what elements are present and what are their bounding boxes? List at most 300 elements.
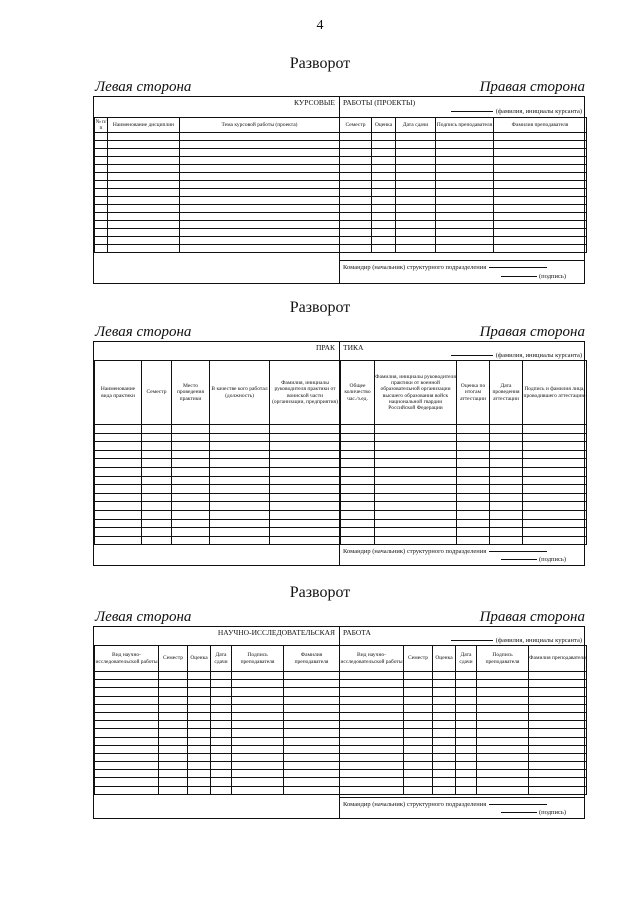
table-cell[interactable] (95, 133, 108, 141)
table-cell[interactable] (404, 688, 433, 696)
table-cell[interactable] (142, 536, 172, 545)
table-cell[interactable] (340, 229, 372, 237)
table-cell[interactable] (270, 519, 341, 528)
table-cell[interactable] (188, 729, 211, 737)
table-cell[interactable] (433, 770, 456, 778)
table-cell[interactable] (529, 737, 587, 745)
table-cell[interactable] (457, 467, 490, 476)
table-cell[interactable] (211, 786, 232, 794)
table-cell[interactable] (375, 485, 457, 494)
table-cell[interactable] (172, 425, 210, 434)
table-cell[interactable] (523, 493, 587, 502)
table-cell[interactable] (372, 165, 396, 173)
table-cell[interactable] (477, 688, 529, 696)
table-cell[interactable] (372, 237, 396, 245)
table-cell[interactable] (341, 459, 375, 468)
table-cell[interactable] (477, 745, 529, 753)
table-cell[interactable] (95, 245, 108, 253)
table-cell[interactable] (180, 141, 340, 149)
table-cell[interactable] (433, 745, 456, 753)
table-cell[interactable] (108, 245, 180, 253)
table-cell[interactable] (180, 165, 340, 173)
table-cell[interactable] (95, 149, 108, 157)
table-cell[interactable] (95, 476, 142, 485)
table-cell[interactable] (404, 729, 433, 737)
table-cell[interactable] (433, 729, 456, 737)
table-cell[interactable] (375, 425, 457, 434)
table-cell[interactable] (341, 433, 375, 442)
table-cell[interactable] (142, 459, 172, 468)
table-cell[interactable] (529, 745, 587, 753)
table-cell[interactable] (270, 433, 341, 442)
table-cell[interactable] (494, 149, 587, 157)
table-cell[interactable] (340, 213, 372, 221)
table-cell[interactable] (172, 493, 210, 502)
table-cell[interactable] (142, 450, 172, 459)
table-cell[interactable] (284, 712, 340, 720)
table-cell[interactable] (232, 672, 284, 680)
table-cell[interactable] (396, 189, 436, 197)
table-cell[interactable] (159, 712, 188, 720)
table-cell[interactable] (232, 696, 284, 704)
table-cell[interactable] (211, 770, 232, 778)
table-cell[interactable] (159, 786, 188, 794)
table-cell[interactable] (404, 778, 433, 786)
table-cell[interactable] (523, 425, 587, 434)
table-cell[interactable] (95, 205, 108, 213)
table-cell[interactable] (457, 502, 490, 511)
table-cell[interactable] (340, 189, 372, 197)
table-cell[interactable] (375, 493, 457, 502)
table-cell[interactable] (456, 721, 477, 729)
table-cell[interactable] (108, 157, 180, 165)
table-cell[interactable] (188, 770, 211, 778)
table-cell[interactable] (404, 680, 433, 688)
table-cell[interactable] (284, 680, 340, 688)
table-cell[interactable] (172, 502, 210, 511)
table-cell[interactable] (270, 510, 341, 519)
table-cell[interactable] (210, 493, 270, 502)
table-cell[interactable] (404, 762, 433, 770)
table-cell[interactable] (211, 688, 232, 696)
table-cell[interactable] (211, 712, 232, 720)
table-cell[interactable] (188, 696, 211, 704)
table-cell[interactable] (172, 450, 210, 459)
table-cell[interactable] (270, 476, 341, 485)
table-cell[interactable] (284, 696, 340, 704)
table-cell[interactable] (142, 528, 172, 537)
table-cell[interactable] (341, 485, 375, 494)
table-cell[interactable] (340, 157, 372, 165)
table-cell[interactable] (340, 762, 404, 770)
table-cell[interactable] (490, 442, 523, 451)
table-cell[interactable] (477, 696, 529, 704)
table-cell[interactable] (340, 696, 404, 704)
table-cell[interactable] (270, 425, 341, 434)
table-cell[interactable] (494, 237, 587, 245)
table-cell[interactable] (436, 189, 494, 197)
table-cell[interactable] (494, 197, 587, 205)
table-cell[interactable] (436, 157, 494, 165)
table-cell[interactable] (188, 786, 211, 794)
table-cell[interactable] (494, 221, 587, 229)
table-cell[interactable] (523, 459, 587, 468)
table-cell[interactable] (523, 442, 587, 451)
table-cell[interactable] (404, 704, 433, 712)
table-cell[interactable] (172, 467, 210, 476)
table-cell[interactable] (436, 237, 494, 245)
table-cell[interactable] (180, 237, 340, 245)
table-cell[interactable] (270, 459, 341, 468)
table-cell[interactable] (457, 493, 490, 502)
table-cell[interactable] (490, 450, 523, 459)
table-cell[interactable] (188, 745, 211, 753)
table-cell[interactable] (95, 502, 142, 511)
table-cell[interactable] (95, 493, 142, 502)
table-cell[interactable] (372, 157, 396, 165)
table-cell[interactable] (436, 205, 494, 213)
table-cell[interactable] (211, 672, 232, 680)
table-cell[interactable] (95, 221, 108, 229)
table-cell[interactable] (490, 528, 523, 537)
table-cell[interactable] (95, 737, 159, 745)
table-cell[interactable] (457, 510, 490, 519)
table-cell[interactable] (340, 149, 372, 157)
table-cell[interactable] (372, 133, 396, 141)
table-cell[interactable] (108, 133, 180, 141)
table-cell[interactable] (396, 165, 436, 173)
table-cell[interactable] (490, 459, 523, 468)
table-cell[interactable] (188, 762, 211, 770)
table-cell[interactable] (211, 762, 232, 770)
table-cell[interactable] (211, 696, 232, 704)
table-cell[interactable] (95, 680, 159, 688)
table-cell[interactable] (529, 672, 587, 680)
table-cell[interactable] (494, 173, 587, 181)
table-cell[interactable] (108, 189, 180, 197)
table-cell[interactable] (211, 753, 232, 761)
table-cell[interactable] (529, 753, 587, 761)
table-cell[interactable] (232, 762, 284, 770)
table-cell[interactable] (340, 778, 404, 786)
table-cell[interactable] (108, 165, 180, 173)
table-cell[interactable] (188, 688, 211, 696)
table-cell[interactable] (284, 753, 340, 761)
table-cell[interactable] (142, 425, 172, 434)
table-cell[interactable] (433, 721, 456, 729)
table-cell[interactable] (457, 485, 490, 494)
table-cell[interactable] (396, 245, 436, 253)
table-cell[interactable] (341, 493, 375, 502)
table-cell[interactable] (270, 450, 341, 459)
table-cell[interactable] (372, 149, 396, 157)
table-cell[interactable] (95, 459, 142, 468)
table-cell[interactable] (108, 149, 180, 157)
table-cell[interactable] (180, 197, 340, 205)
table-cell[interactable] (375, 442, 457, 451)
table-cell[interactable] (396, 205, 436, 213)
table-cell[interactable] (210, 467, 270, 476)
table-cell[interactable] (396, 181, 436, 189)
table-cell[interactable] (340, 181, 372, 189)
table-cell[interactable] (477, 737, 529, 745)
table-cell[interactable] (211, 745, 232, 753)
table-cell[interactable] (404, 696, 433, 704)
table-cell[interactable] (494, 165, 587, 173)
table-cell[interactable] (95, 510, 142, 519)
table-cell[interactable] (433, 696, 456, 704)
table-cell[interactable] (372, 221, 396, 229)
table-cell[interactable] (188, 704, 211, 712)
table-cell[interactable] (232, 688, 284, 696)
table-cell[interactable] (523, 519, 587, 528)
table-cell[interactable] (341, 528, 375, 537)
table-cell[interactable] (436, 229, 494, 237)
table-cell[interactable] (180, 133, 340, 141)
table-cell[interactable] (211, 729, 232, 737)
table-cell[interactable] (210, 476, 270, 485)
table-cell[interactable] (232, 753, 284, 761)
table-cell[interactable] (284, 721, 340, 729)
table-cell[interactable] (490, 510, 523, 519)
table-cell[interactable] (159, 688, 188, 696)
table-cell[interactable] (284, 704, 340, 712)
table-cell[interactable] (180, 173, 340, 181)
table-cell[interactable] (477, 729, 529, 737)
table-cell[interactable] (433, 704, 456, 712)
table-cell[interactable] (108, 181, 180, 189)
table-cell[interactable] (284, 778, 340, 786)
table-cell[interactable] (95, 536, 142, 545)
table-cell[interactable] (270, 502, 341, 511)
table-cell[interactable] (494, 189, 587, 197)
table-cell[interactable] (95, 425, 142, 434)
table-cell[interactable] (404, 745, 433, 753)
table-cell[interactable] (142, 442, 172, 451)
table-cell[interactable] (180, 157, 340, 165)
table-cell[interactable] (457, 433, 490, 442)
table-cell[interactable] (433, 762, 456, 770)
table-cell[interactable] (95, 770, 159, 778)
table-cell[interactable] (142, 493, 172, 502)
table-cell[interactable] (95, 450, 142, 459)
table-cell[interactable] (188, 778, 211, 786)
table-cell[interactable] (95, 173, 108, 181)
table-cell[interactable] (529, 704, 587, 712)
table-cell[interactable] (232, 745, 284, 753)
table-cell[interactable] (372, 213, 396, 221)
table-cell[interactable] (523, 528, 587, 537)
table-cell[interactable] (456, 737, 477, 745)
table-cell[interactable] (284, 786, 340, 794)
table-cell[interactable] (340, 680, 404, 688)
table-cell[interactable] (95, 688, 159, 696)
table-cell[interactable] (172, 485, 210, 494)
table-cell[interactable] (340, 141, 372, 149)
table-cell[interactable] (340, 197, 372, 205)
table-cell[interactable] (523, 502, 587, 511)
table-cell[interactable] (396, 133, 436, 141)
table-cell[interactable] (490, 467, 523, 476)
table-cell[interactable] (523, 510, 587, 519)
table-cell[interactable] (490, 433, 523, 442)
table-cell[interactable] (232, 729, 284, 737)
table-cell[interactable] (529, 762, 587, 770)
table-cell[interactable] (95, 745, 159, 753)
table-cell[interactable] (159, 729, 188, 737)
table-cell[interactable] (477, 680, 529, 688)
table-cell[interactable] (456, 696, 477, 704)
table-cell[interactable] (529, 778, 587, 786)
table-cell[interactable] (523, 467, 587, 476)
table-cell[interactable] (180, 189, 340, 197)
table-cell[interactable] (188, 680, 211, 688)
table-cell[interactable] (529, 680, 587, 688)
table-cell[interactable] (95, 704, 159, 712)
table-cell[interactable] (108, 237, 180, 245)
table-cell[interactable] (523, 450, 587, 459)
table-cell[interactable] (433, 672, 456, 680)
table-cell[interactable] (159, 737, 188, 745)
table-cell[interactable] (95, 712, 159, 720)
table-cell[interactable] (95, 485, 142, 494)
table-cell[interactable] (494, 133, 587, 141)
table-cell[interactable] (372, 245, 396, 253)
table-cell[interactable] (180, 213, 340, 221)
table-cell[interactable] (284, 770, 340, 778)
table-cell[interactable] (404, 737, 433, 745)
table-cell[interactable] (210, 502, 270, 511)
table-cell[interactable] (340, 245, 372, 253)
table-cell[interactable] (490, 425, 523, 434)
table-cell[interactable] (404, 770, 433, 778)
table-cell[interactable] (210, 528, 270, 537)
table-cell[interactable] (172, 442, 210, 451)
table-cell[interactable] (375, 459, 457, 468)
table-cell[interactable] (284, 762, 340, 770)
table-cell[interactable] (375, 476, 457, 485)
table-cell[interactable] (341, 425, 375, 434)
table-cell[interactable] (95, 696, 159, 704)
table-cell[interactable] (456, 704, 477, 712)
table-cell[interactable] (340, 165, 372, 173)
table-cell[interactable] (456, 786, 477, 794)
table-cell[interactable] (188, 721, 211, 729)
table-cell[interactable] (436, 173, 494, 181)
table-cell[interactable] (457, 476, 490, 485)
table-cell[interactable] (172, 536, 210, 545)
table-cell[interactable] (340, 786, 404, 794)
table-cell[interactable] (108, 173, 180, 181)
table-cell[interactable] (340, 173, 372, 181)
table-cell[interactable] (210, 519, 270, 528)
table-cell[interactable] (284, 729, 340, 737)
table-cell[interactable] (456, 778, 477, 786)
table-cell[interactable] (142, 433, 172, 442)
table-cell[interactable] (108, 221, 180, 229)
table-cell[interactable] (523, 485, 587, 494)
table-cell[interactable] (436, 133, 494, 141)
table-cell[interactable] (340, 133, 372, 141)
table-cell[interactable] (159, 745, 188, 753)
table-cell[interactable] (436, 221, 494, 229)
table-cell[interactable] (494, 245, 587, 253)
table-cell[interactable] (456, 680, 477, 688)
table-cell[interactable] (340, 704, 404, 712)
table-cell[interactable] (529, 786, 587, 794)
table-cell[interactable] (95, 181, 108, 189)
table-cell[interactable] (433, 753, 456, 761)
table-cell[interactable] (211, 737, 232, 745)
table-cell[interactable] (341, 502, 375, 511)
table-cell[interactable] (436, 181, 494, 189)
table-cell[interactable] (108, 141, 180, 149)
table-cell[interactable] (341, 510, 375, 519)
table-cell[interactable] (95, 528, 142, 537)
table-cell[interactable] (375, 510, 457, 519)
table-cell[interactable] (159, 696, 188, 704)
table-cell[interactable] (477, 704, 529, 712)
table-cell[interactable] (232, 786, 284, 794)
table-cell[interactable] (142, 510, 172, 519)
table-cell[interactable] (340, 712, 404, 720)
table-cell[interactable] (490, 476, 523, 485)
table-cell[interactable] (142, 467, 172, 476)
table-cell[interactable] (477, 770, 529, 778)
table-cell[interactable] (211, 680, 232, 688)
table-cell[interactable] (95, 237, 108, 245)
table-cell[interactable] (477, 778, 529, 786)
table-cell[interactable] (270, 536, 341, 545)
table-cell[interactable] (456, 712, 477, 720)
table-cell[interactable] (95, 729, 159, 737)
table-cell[interactable] (494, 229, 587, 237)
table-cell[interactable] (456, 745, 477, 753)
table-cell[interactable] (188, 737, 211, 745)
table-cell[interactable] (457, 425, 490, 434)
table-cell[interactable] (341, 467, 375, 476)
table-cell[interactable] (433, 737, 456, 745)
table-cell[interactable] (95, 786, 159, 794)
table-cell[interactable] (436, 149, 494, 157)
table-cell[interactable] (210, 459, 270, 468)
table-cell[interactable] (172, 476, 210, 485)
table-cell[interactable] (232, 704, 284, 712)
table-cell[interactable] (396, 229, 436, 237)
table-cell[interactable] (433, 778, 456, 786)
table-cell[interactable] (270, 528, 341, 537)
table-cell[interactable] (457, 450, 490, 459)
table-cell[interactable] (210, 485, 270, 494)
table-cell[interactable] (95, 433, 142, 442)
table-cell[interactable] (341, 442, 375, 451)
table-cell[interactable] (436, 197, 494, 205)
table-cell[interactable] (142, 476, 172, 485)
table-cell[interactable] (490, 502, 523, 511)
table-cell[interactable] (396, 149, 436, 157)
table-cell[interactable] (340, 737, 404, 745)
table-cell[interactable] (372, 197, 396, 205)
table-cell[interactable] (340, 729, 404, 737)
table-cell[interactable] (340, 770, 404, 778)
table-cell[interactable] (494, 213, 587, 221)
table-cell[interactable] (457, 459, 490, 468)
table-cell[interactable] (529, 770, 587, 778)
table-cell[interactable] (270, 442, 341, 451)
table-cell[interactable] (404, 712, 433, 720)
table-cell[interactable] (372, 229, 396, 237)
table-cell[interactable] (529, 721, 587, 729)
